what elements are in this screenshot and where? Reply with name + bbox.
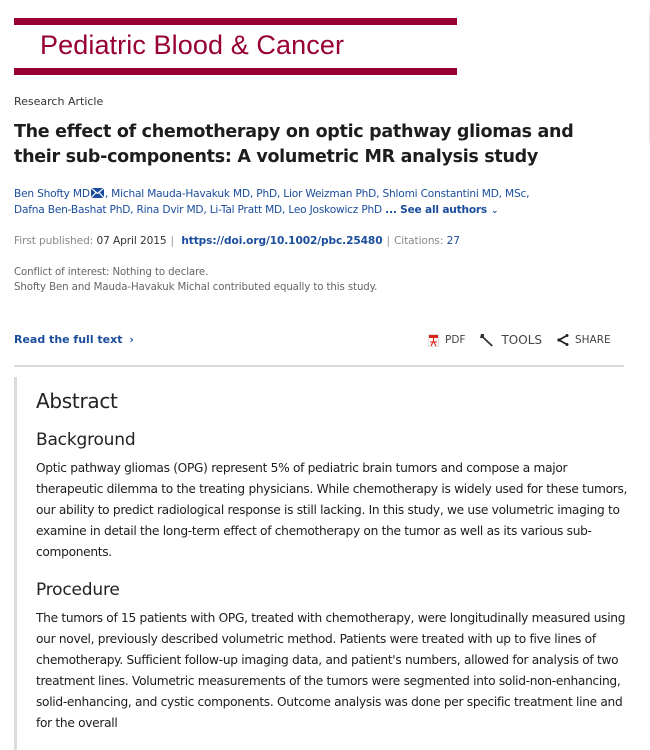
first-published-date: 07 April 2015 <box>96 235 167 247</box>
share-icon <box>556 334 569 346</box>
banner-bar-bottom <box>14 68 457 75</box>
author-link[interactable]: Rina Dvir MD <box>136 204 204 216</box>
doi-link[interactable]: https://doi.org/10.1002/pbc.25480 <box>181 235 383 247</box>
journal-name: Pediatric Blood & Cancer <box>40 30 345 60</box>
author-list: Ben Shofty MD , Michal Mauda-Havakuk MD, PhD, Lior Weizman PhD, Shlomi Constantini MD, MSc, Dafna Ben-Bashat PhD, Rina Dvir MD, Li-Tal Pratt MD, Leo Joskowicz PhD ... See all authors ⌄ <box>14 186 634 219</box>
contribution-note: Shofty Ben and Mauda-Havakuk Michal contributed equally to this study. <box>14 282 378 293</box>
journal-banner[interactable] <box>14 18 457 75</box>
chevron-down-icon: ⌄ <box>491 206 499 216</box>
share-button[interactable] <box>556 334 611 346</box>
read-full-text-label: Read the full text <box>14 333 123 346</box>
pdf-button[interactable] <box>428 334 465 347</box>
author-link[interactable]: Li-Tal Pratt MD <box>209 204 282 216</box>
background-heading: Background <box>36 430 136 450</box>
abstract-heading: Abstract <box>36 389 118 413</box>
banner-bar-top <box>14 18 457 25</box>
article-notes <box>14 265 377 295</box>
article-type: Research Article <box>14 95 104 108</box>
citations-count[interactable]: 27 <box>446 235 460 247</box>
tools-button[interactable] <box>479 333 542 347</box>
read-full-text-link[interactable] <box>14 333 134 346</box>
tools-label: TOOLS <box>501 333 542 347</box>
first-published-label: First published: <box>14 235 94 247</box>
article-title: The effect of chemotherapy on optic pathway gliomas and their sub-components: A volumetric MR analysis study <box>14 122 574 167</box>
procedure-heading: Procedure <box>36 580 120 600</box>
pdf-label: PDF <box>445 334 466 346</box>
pdf-icon <box>428 334 439 347</box>
abstract-section <box>14 377 634 750</box>
author-link[interactable]: Michal Mauda-Havakuk MD, PhD <box>111 188 277 200</box>
citations-label: Citations: <box>393 235 444 247</box>
publication-info: First published: 07 April 2015 | https://doi.org/10.1002/pbc.25480 | Citations: 27 <box>14 235 460 247</box>
procedure-text: The tumors of 15 patients with OPG, treated with chemotherapy, were longitudinally measured using our novel, previously described volumetric method. Patients were treated with up to five lines of chemotherapy. Sufficient follow-up imaging data, and patient's numbers, allowed for analysis of two treatment lines. Volumetric measurements of the tumors were segmented into solid-non-enhancing, solid-enhancing, and cystic components. Outcome analysis was done per specific treatment line and for the overall <box>36 611 626 730</box>
author-link[interactable]: Ben Shofty MD <box>14 188 90 200</box>
author-link[interactable]: Lior Weizman PhD <box>283 188 377 200</box>
wrench-icon <box>479 333 495 347</box>
email-icon[interactable] <box>91 188 104 198</box>
see-all-authors-button[interactable] <box>385 204 498 216</box>
author-link[interactable]: Dafna Ben-Bashat PhD <box>14 204 131 216</box>
chevron-right-icon: › <box>129 333 134 346</box>
conflict-of-interest: Conflict of interest: Nothing to declare. <box>14 267 209 278</box>
article-tools <box>428 333 611 347</box>
background-text: Optic pathway gliomas (OPG) represent 5% of pediatric brain tumors and compose a major therapeutic dilemma to the treating physicians. While chemotherapy is widely used for these tumors, our ability to predict radiological response is still lacking. In this study, we use volumetric imaging to examine in detail the long-term effect of chemotherapy on the tumor as well as its various sub-components. <box>36 461 628 559</box>
share-label: SHARE <box>575 334 611 346</box>
author-link[interactable]: Shlomi Constantini MD, MSc <box>382 188 527 200</box>
see-all-authors-label: ... See all authors <box>385 204 488 216</box>
section-divider <box>14 365 624 367</box>
author-link[interactable]: Leo Joskowicz PhD <box>288 204 382 216</box>
